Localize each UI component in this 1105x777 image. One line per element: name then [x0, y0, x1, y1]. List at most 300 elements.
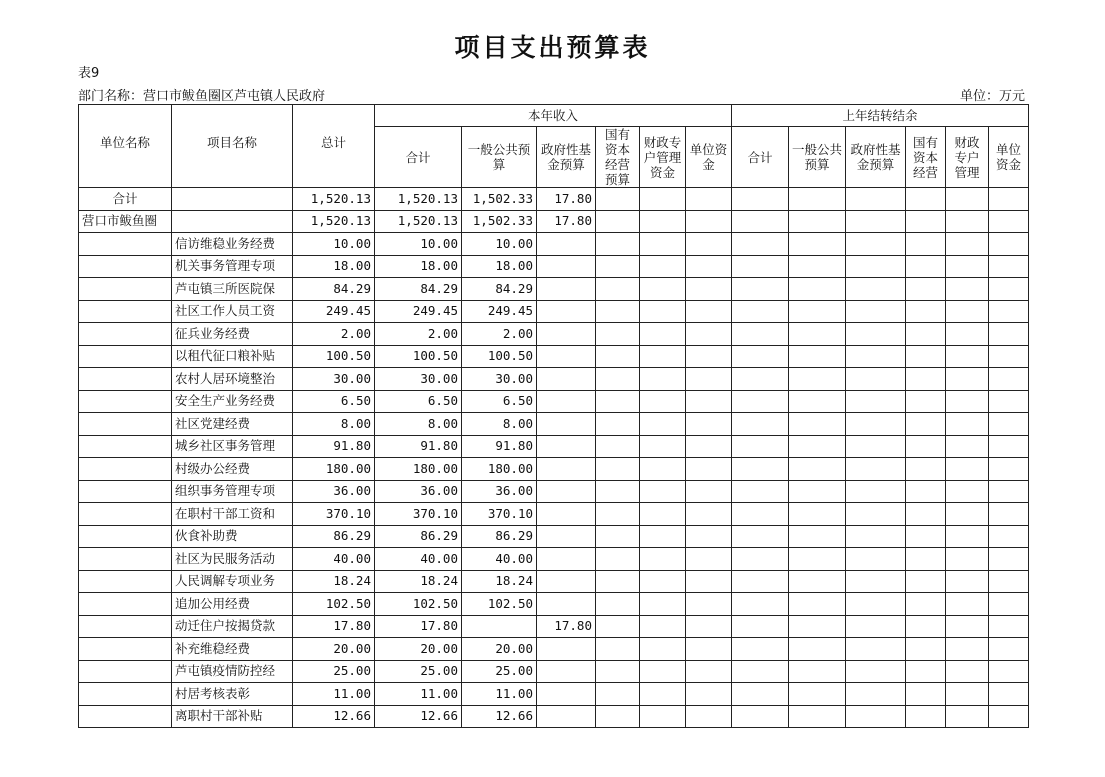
cell-empty	[789, 188, 846, 211]
cell-empty	[732, 323, 789, 346]
cell-empty	[906, 345, 946, 368]
cell-empty	[989, 570, 1029, 593]
cell-empty	[596, 210, 640, 233]
cell-empty	[946, 255, 989, 278]
cell-empty	[732, 593, 789, 616]
cell-empty	[946, 548, 989, 571]
header-carryover: 上年结转结余	[732, 105, 1029, 127]
cell-current-total: 30.00	[375, 368, 462, 391]
cell-empty	[640, 210, 686, 233]
header-total: 总计	[293, 105, 375, 188]
table-row	[79, 683, 1029, 706]
cell-empty	[846, 705, 906, 728]
cell-current-fund	[537, 480, 596, 503]
cell-empty	[789, 570, 846, 593]
cell-empty	[640, 638, 686, 661]
cell-empty	[789, 525, 846, 548]
cell-empty	[732, 413, 789, 436]
cell-empty	[906, 233, 946, 256]
table-row	[79, 233, 1029, 256]
cell-project: 补充维稳经费	[172, 638, 293, 661]
cell-empty	[946, 233, 989, 256]
cell-empty	[946, 188, 989, 211]
cell-empty	[686, 705, 732, 728]
cell-current-general: 6.50	[462, 390, 537, 413]
cell-unit	[79, 233, 172, 256]
cell-empty	[989, 255, 1029, 278]
cell-empty	[789, 615, 846, 638]
cell-empty	[906, 480, 946, 503]
cell-empty	[989, 278, 1029, 301]
cell-current-fund	[537, 278, 596, 301]
cell-empty	[846, 458, 906, 481]
table-row	[79, 570, 1029, 593]
cell-total: 18.00	[293, 255, 375, 278]
cell-empty	[640, 615, 686, 638]
cell-empty	[732, 255, 789, 278]
cell-current-fund	[537, 458, 596, 481]
cell-current-total: 86.29	[375, 525, 462, 548]
cell-empty	[906, 210, 946, 233]
cell-empty	[732, 570, 789, 593]
cell-empty	[846, 503, 906, 526]
cell-empty	[640, 233, 686, 256]
cell-empty	[946, 300, 989, 323]
cell-total: 370.10	[293, 503, 375, 526]
header-carryover-1: 一般公共预算	[789, 127, 846, 188]
cell-current-general: 180.00	[462, 458, 537, 481]
cell-empty	[686, 210, 732, 233]
cell-project: 社区工作人员工资	[172, 300, 293, 323]
cell-empty	[596, 615, 640, 638]
cell-empty	[989, 188, 1029, 211]
header-carryover-0: 合计	[732, 127, 789, 188]
cell-unit	[79, 570, 172, 593]
table-number: 表9	[78, 66, 100, 81]
header-carryover-2: 政府性基金预算	[846, 127, 906, 188]
cell-empty	[906, 525, 946, 548]
cell-current-general: 2.00	[462, 323, 537, 346]
cell-current-total: 2.00	[375, 323, 462, 346]
cell-unit	[79, 255, 172, 278]
cell-empty	[596, 390, 640, 413]
currency-unit: 单位：万元	[959, 89, 1025, 104]
cell-empty	[596, 638, 640, 661]
cell-empty	[846, 548, 906, 571]
cell-empty	[946, 278, 989, 301]
cell-empty	[989, 705, 1029, 728]
cell-empty	[989, 435, 1029, 458]
cell-current-total: 25.00	[375, 660, 462, 683]
cell-empty	[686, 480, 732, 503]
table-row	[79, 458, 1029, 481]
cell-empty	[946, 458, 989, 481]
cell-total: 10.00	[293, 233, 375, 256]
cell-unit	[79, 638, 172, 661]
cell-empty	[732, 233, 789, 256]
cell-empty	[946, 480, 989, 503]
header-current-1: 一般公共预算	[462, 127, 537, 188]
cell-unit	[79, 300, 172, 323]
cell-empty	[596, 188, 640, 211]
cell-project: 动迁住户按揭贷款	[172, 615, 293, 638]
cell-empty	[789, 638, 846, 661]
cell-empty	[846, 233, 906, 256]
cell-empty	[640, 660, 686, 683]
cell-empty	[596, 593, 640, 616]
cell-empty	[989, 300, 1029, 323]
cell-total: 18.24	[293, 570, 375, 593]
cell-empty	[989, 525, 1029, 548]
cell-current-fund: 17.80	[537, 615, 596, 638]
cell-empty	[686, 435, 732, 458]
cell-empty	[596, 458, 640, 481]
table-row	[79, 210, 1029, 233]
cell-empty	[906, 323, 946, 346]
cell-total: 180.00	[293, 458, 375, 481]
cell-total: 30.00	[293, 368, 375, 391]
cell-empty	[789, 323, 846, 346]
cell-current-total: 91.80	[375, 435, 462, 458]
cell-empty	[789, 255, 846, 278]
cell-project: 芦屯镇三所医院保	[172, 278, 293, 301]
cell-project: 社区为民服务活动	[172, 548, 293, 571]
cell-total: 17.80	[293, 615, 375, 638]
cell-current-general: 20.00	[462, 638, 537, 661]
header-current-5: 单位资金	[686, 127, 732, 188]
cell-empty	[789, 435, 846, 458]
cell-empty	[989, 368, 1029, 391]
cell-project: 追加公用经费	[172, 593, 293, 616]
cell-current-general: 40.00	[462, 548, 537, 571]
cell-empty	[846, 435, 906, 458]
cell-empty	[906, 593, 946, 616]
cell-empty	[789, 368, 846, 391]
cell-current-fund	[537, 323, 596, 346]
cell-current-general: 86.29	[462, 525, 537, 548]
project-expenditure-table	[78, 104, 1029, 728]
cell-current-fund	[537, 345, 596, 368]
department-name: 部门名称：营口市鲅鱼圈区芦屯镇人民政府	[78, 89, 326, 104]
cell-empty	[732, 503, 789, 526]
cell-empty	[846, 390, 906, 413]
cell-empty	[906, 503, 946, 526]
cell-unit	[79, 345, 172, 368]
cell-current-general: 84.29	[462, 278, 537, 301]
cell-empty	[640, 368, 686, 391]
cell-current-total: 12.66	[375, 705, 462, 728]
cell-empty	[846, 255, 906, 278]
cell-total: 25.00	[293, 660, 375, 683]
cell-empty	[846, 480, 906, 503]
cell-empty	[846, 525, 906, 548]
cell-empty	[789, 390, 846, 413]
table-row	[79, 368, 1029, 391]
cell-unit	[79, 435, 172, 458]
cell-empty	[846, 413, 906, 436]
cell-current-general: 18.00	[462, 255, 537, 278]
cell-total: 2.00	[293, 323, 375, 346]
cell-current-total: 84.29	[375, 278, 462, 301]
cell-empty	[906, 255, 946, 278]
cell-current-total: 180.00	[375, 458, 462, 481]
cell-empty	[989, 233, 1029, 256]
cell-empty	[946, 413, 989, 436]
cell-empty	[596, 570, 640, 593]
cell-empty	[846, 593, 906, 616]
cell-current-total: 1,520.13	[375, 188, 462, 211]
cell-empty	[686, 233, 732, 256]
cell-empty	[846, 638, 906, 661]
cell-total: 84.29	[293, 278, 375, 301]
cell-current-general: 18.24	[462, 570, 537, 593]
cell-current-fund	[537, 503, 596, 526]
cell-empty	[946, 615, 989, 638]
page-title: 项目支出预算表	[454, 33, 651, 62]
cell-project: 安全生产业务经费	[172, 390, 293, 413]
cell-current-fund	[537, 548, 596, 571]
cell-project: 离职村干部补贴	[172, 705, 293, 728]
table-row	[79, 255, 1029, 278]
cell-empty	[596, 233, 640, 256]
cell-empty	[989, 390, 1029, 413]
cell-current-fund	[537, 300, 596, 323]
cell-total: 6.50	[293, 390, 375, 413]
cell-current-general: 370.10	[462, 503, 537, 526]
cell-empty	[686, 683, 732, 706]
cell-current-total: 249.45	[375, 300, 462, 323]
cell-empty	[686, 503, 732, 526]
cell-current-general: 25.00	[462, 660, 537, 683]
cell-total: 1,520.13	[293, 210, 375, 233]
cell-empty	[989, 413, 1029, 436]
cell-empty	[732, 548, 789, 571]
cell-empty	[789, 683, 846, 706]
cell-empty	[686, 525, 732, 548]
cell-unit	[79, 413, 172, 436]
cell-total: 249.45	[293, 300, 375, 323]
table-row	[79, 525, 1029, 548]
cell-current-fund	[537, 705, 596, 728]
cell-total: 100.50	[293, 345, 375, 368]
cell-unit: 合计	[79, 188, 172, 211]
cell-empty	[989, 345, 1029, 368]
cell-empty	[989, 480, 1029, 503]
cell-unit: 营口市鲅鱼圈	[79, 210, 172, 233]
cell-empty	[946, 638, 989, 661]
cell-empty	[906, 615, 946, 638]
cell-empty	[732, 300, 789, 323]
cell-empty	[640, 705, 686, 728]
cell-empty	[596, 503, 640, 526]
cell-empty	[686, 660, 732, 683]
cell-empty	[846, 570, 906, 593]
cell-empty	[946, 210, 989, 233]
cell-empty	[640, 503, 686, 526]
cell-unit	[79, 278, 172, 301]
cell-project: 人民调解专项业务	[172, 570, 293, 593]
cell-project: 芦屯镇疫情防控经	[172, 660, 293, 683]
cell-empty	[640, 255, 686, 278]
cell-empty	[789, 458, 846, 481]
cell-empty	[846, 660, 906, 683]
cell-project: 伙食补助费	[172, 525, 293, 548]
cell-project: 信访维稳业务经费	[172, 233, 293, 256]
cell-total: 12.66	[293, 705, 375, 728]
cell-empty	[846, 615, 906, 638]
header-current-3: 国有资本经营预算	[596, 127, 640, 188]
header-carryover-4: 财政专户管理	[946, 127, 989, 188]
cell-empty	[906, 368, 946, 391]
cell-current-total: 10.00	[375, 233, 462, 256]
header-carryover-3: 国有资本经营	[906, 127, 946, 188]
cell-current-total: 8.00	[375, 413, 462, 436]
cell-empty	[596, 323, 640, 346]
cell-empty	[686, 323, 732, 346]
cell-empty	[596, 278, 640, 301]
cell-current-fund	[537, 683, 596, 706]
cell-empty	[989, 683, 1029, 706]
cell-empty	[640, 683, 686, 706]
cell-empty	[906, 638, 946, 661]
cell-empty	[640, 593, 686, 616]
cell-empty	[640, 323, 686, 346]
cell-current-fund: 17.80	[537, 188, 596, 211]
cell-current-general: 10.00	[462, 233, 537, 256]
cell-empty	[640, 300, 686, 323]
cell-current-total: 36.00	[375, 480, 462, 503]
cell-empty	[686, 278, 732, 301]
cell-total: 8.00	[293, 413, 375, 436]
cell-empty	[686, 593, 732, 616]
cell-empty	[732, 458, 789, 481]
table-row	[79, 705, 1029, 728]
cell-empty	[640, 458, 686, 481]
cell-empty	[596, 683, 640, 706]
cell-empty	[946, 660, 989, 683]
cell-current-general: 91.80	[462, 435, 537, 458]
cell-empty	[789, 593, 846, 616]
cell-total: 11.00	[293, 683, 375, 706]
cell-empty	[906, 458, 946, 481]
cell-empty	[732, 638, 789, 661]
cell-empty	[686, 368, 732, 391]
cell-project	[172, 188, 293, 211]
cell-empty	[686, 345, 732, 368]
cell-empty	[596, 255, 640, 278]
cell-empty	[596, 413, 640, 436]
cell-unit	[79, 368, 172, 391]
cell-empty	[596, 525, 640, 548]
table-row	[79, 413, 1029, 436]
cell-current-total: 1,520.13	[375, 210, 462, 233]
cell-empty	[732, 435, 789, 458]
cell-empty	[846, 683, 906, 706]
cell-empty	[846, 188, 906, 211]
cell-current-fund	[537, 660, 596, 683]
cell-project: 农村人居环境整治	[172, 368, 293, 391]
cell-empty	[640, 525, 686, 548]
cell-empty	[946, 368, 989, 391]
cell-empty	[989, 548, 1029, 571]
cell-empty	[596, 300, 640, 323]
cell-empty	[596, 660, 640, 683]
cell-empty	[906, 705, 946, 728]
cell-empty	[846, 368, 906, 391]
cell-empty	[686, 413, 732, 436]
cell-unit	[79, 525, 172, 548]
cell-empty	[686, 615, 732, 638]
cell-empty	[640, 413, 686, 436]
cell-current-fund: 17.80	[537, 210, 596, 233]
cell-empty	[789, 300, 846, 323]
cell-empty	[946, 435, 989, 458]
cell-current-fund	[537, 570, 596, 593]
cell-empty	[906, 390, 946, 413]
cell-empty	[989, 660, 1029, 683]
cell-unit	[79, 548, 172, 571]
cell-empty	[989, 503, 1029, 526]
cell-empty	[989, 638, 1029, 661]
cell-project: 社区党建经费	[172, 413, 293, 436]
table-row	[79, 345, 1029, 368]
cell-total: 20.00	[293, 638, 375, 661]
cell-total: 40.00	[293, 548, 375, 571]
cell-empty	[732, 278, 789, 301]
header-carryover-5: 单位资金	[989, 127, 1029, 188]
table-row	[79, 188, 1029, 211]
cell-empty	[732, 390, 789, 413]
table-row	[79, 615, 1029, 638]
cell-current-general: 1,502.33	[462, 188, 537, 211]
cell-empty	[946, 503, 989, 526]
cell-empty	[789, 210, 846, 233]
cell-empty	[989, 458, 1029, 481]
cell-project: 村级办公经费	[172, 458, 293, 481]
table-row	[79, 323, 1029, 346]
cell-empty	[686, 548, 732, 571]
header-unit-name: 单位名称	[79, 105, 172, 188]
cell-empty	[906, 683, 946, 706]
cell-project: 城乡社区事务管理	[172, 435, 293, 458]
cell-current-fund	[537, 435, 596, 458]
cell-empty	[846, 300, 906, 323]
cell-unit	[79, 503, 172, 526]
cell-empty	[640, 278, 686, 301]
cell-empty	[789, 413, 846, 436]
cell-empty	[946, 593, 989, 616]
cell-current-fund	[537, 390, 596, 413]
cell-current-fund	[537, 413, 596, 436]
cell-empty	[686, 458, 732, 481]
cell-current-fund	[537, 593, 596, 616]
cell-empty	[596, 345, 640, 368]
cell-empty	[640, 435, 686, 458]
cell-current-total: 100.50	[375, 345, 462, 368]
table-row	[79, 548, 1029, 571]
cell-empty	[846, 345, 906, 368]
cell-empty	[732, 525, 789, 548]
cell-unit	[79, 593, 172, 616]
table-row	[79, 435, 1029, 458]
cell-total: 91.80	[293, 435, 375, 458]
cell-current-total: 17.80	[375, 615, 462, 638]
cell-project: 以租代征口粮补贴	[172, 345, 293, 368]
cell-unit	[79, 390, 172, 413]
cell-total: 86.29	[293, 525, 375, 548]
cell-empty	[640, 548, 686, 571]
cell-empty	[640, 480, 686, 503]
